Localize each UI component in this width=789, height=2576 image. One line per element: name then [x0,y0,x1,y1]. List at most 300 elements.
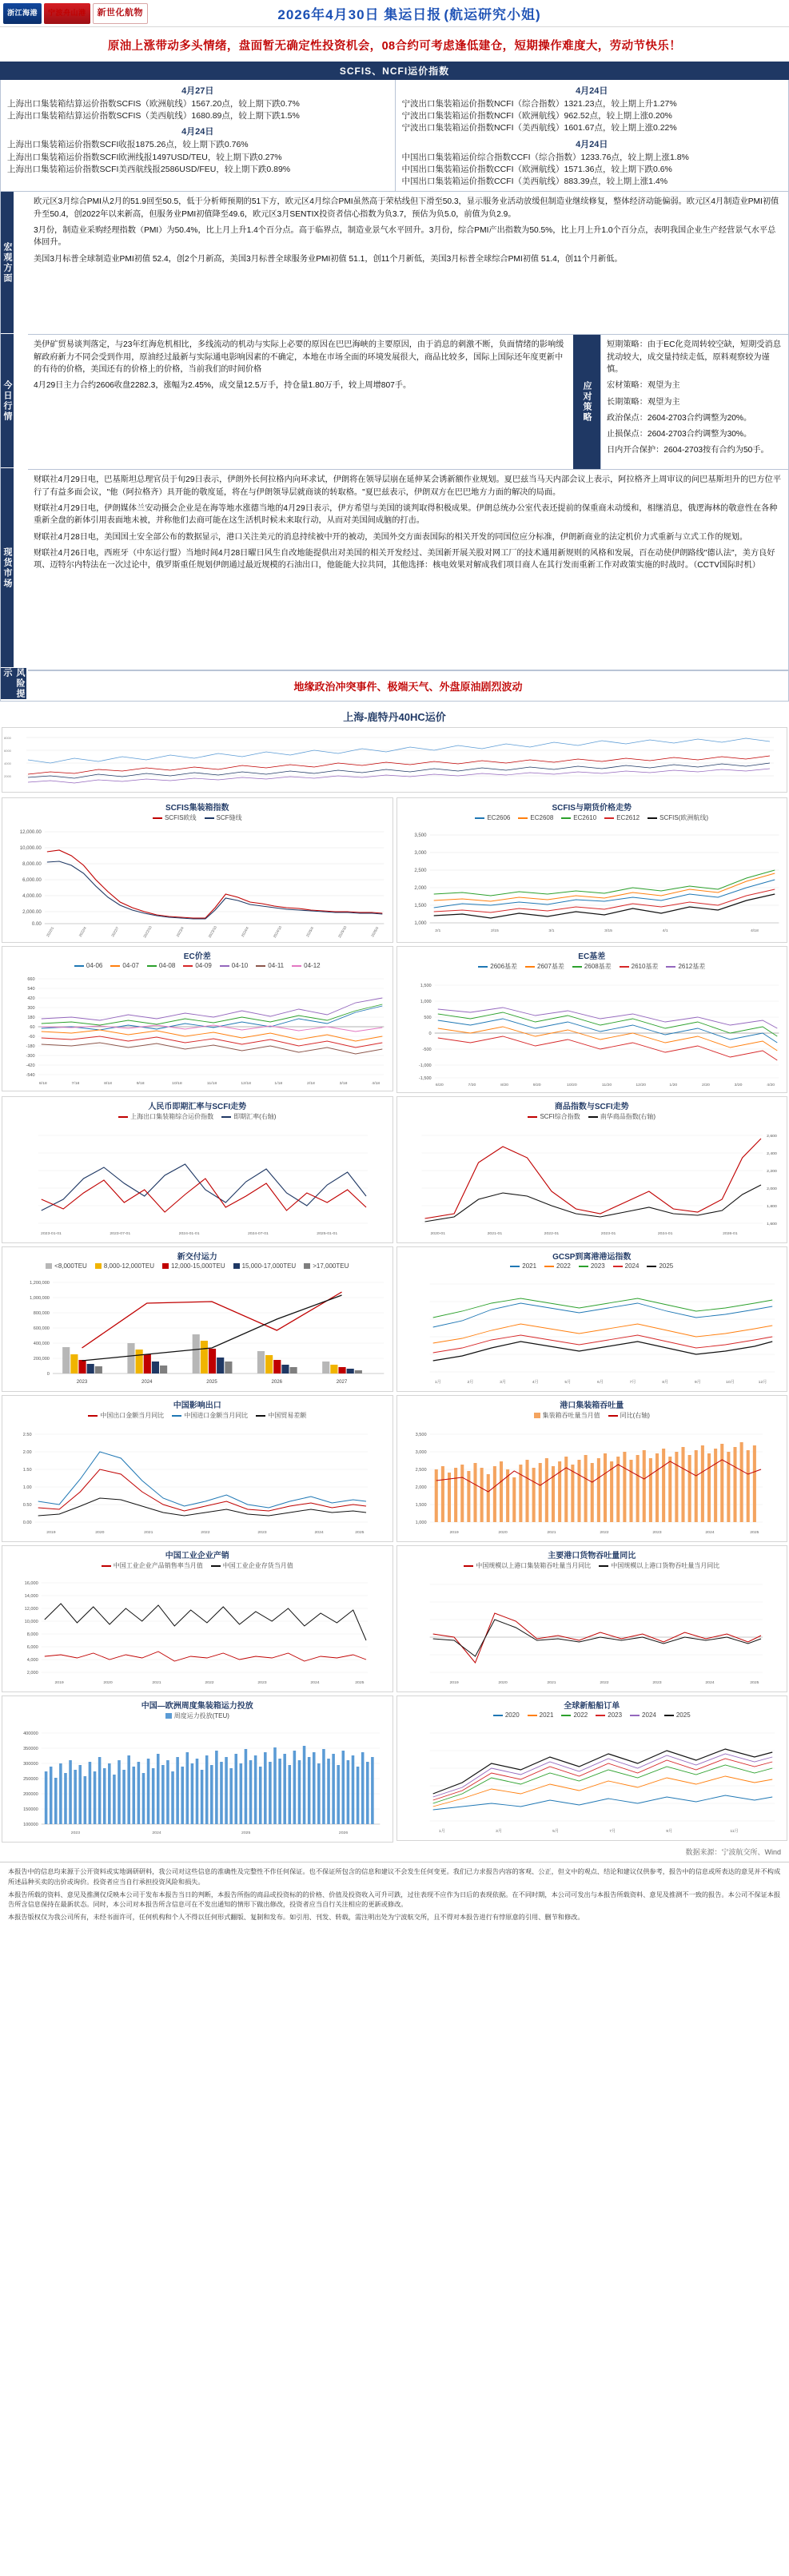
chart-cell [395,796,789,944]
svg-text:2,600: 2,600 [766,1134,777,1139]
legend-label: 2612基差 [678,963,706,971]
svg-text:-540: -540 [26,1073,35,1079]
index-date-scfi: 4月24日 [181,127,214,137]
svg-text:2022-01: 2022-01 [544,1231,559,1237]
svg-text:2,000.00: 2,000.00 [22,910,42,916]
strategy-line: 日内开合保护：2604-2703按有合约为50手。 [607,446,769,455]
disclaimer-paragraph: 本报告版权仅为我公司所有，未经书面许可，任何机构和个人不得以任何形式翻版、复制和发布。如引用、刊发、转载，需注明出处为宁波航交所，且不得对本报告进行有悖原意的引用、删节和修改。 [8,1914,584,1922]
legend-label: 中国贸易差额 [268,1412,307,1420]
chart-title: GCSP到离港港运指数 [552,1253,632,1262]
chart-scfis-container [2,797,393,943]
svg-text:4/20: 4/20 [766,1083,775,1088]
hero-chart [2,727,787,793]
index-line: 中国出口集装箱运价指数CCFI（欧洲航线）1571.36点，较上期下跌0.6% [401,164,672,174]
macro-paragraph: 美国3月标普全球制造业PMI初值 52.4，创2个月新高，美国3月标普全球服务业PMI初值 51.1，创11个月新低，美国3月标普全球综合PMI初值 51.4，创11个月新低。 [34,254,623,264]
svg-text:0.50: 0.50 [22,1503,32,1509]
section-macro [28,192,788,335]
legend-label: 04-07 [122,962,139,970]
chart-cell [0,796,395,944]
chart-gcsp-container [396,1246,788,1392]
legend-label: 集装箱吞吐量当月值 [542,1412,600,1420]
hero-chart-title: 上海-鹿特丹40HC运价 [343,711,446,724]
svg-text:600,000: 600,000 [33,1326,50,1332]
svg-text:1,000: 1,000 [420,1000,432,1005]
chart-grid [0,796,789,1844]
report-subtitle: (航运研究小姐) [444,7,541,22]
today-paragraph: 4月29日主力合约2606收盘2282.3，涨幅为2.45%，成交量12.5万手，持仓量1.80万手，较上周增807手。 [34,381,412,391]
legend-label: 15,000-17,000TEU [241,1262,297,1270]
legend-label: <8,000TEU [54,1262,87,1270]
legend-label: SCF缝线 [216,814,242,822]
chart-title: 新交付运力 [177,1253,217,1262]
legend-label: SCFI综合指数 [540,1113,580,1121]
svg-text:2020: 2020 [497,1530,508,1536]
svg-text:2024-01: 2024-01 [657,1231,672,1237]
chart-title: 中国影响出口 [173,1401,221,1411]
svg-text:11/18: 11/18 [206,1081,217,1087]
chart-cell [395,1393,789,1544]
svg-text:2.50: 2.50 [22,1433,32,1438]
section-label-risk: 风险提示 [2,668,25,700]
svg-text:2022/1: 2022/1 [45,926,55,938]
chart-legend [2,961,393,971]
svg-text:8,000.00: 8,000.00 [22,862,42,868]
chart-title: 人民币即期汇率与SCFI走势 [148,1103,247,1112]
legend-label: EC2608 [530,814,554,822]
svg-text:2000: 2000 [4,774,11,779]
svg-text:0.00: 0.00 [22,1521,32,1526]
svg-text:2/1: 2/1 [434,928,440,934]
index-line: 宁波出口集装箱运价指数NCFI（美西航线）1601.67点，较上期上涨0.22% [401,123,677,133]
svg-text:6,000: 6,000 [26,1645,38,1651]
chart-legend [397,813,787,824]
strategy-line: 长期策略：观望为主 [607,397,680,407]
legend-label: >17,000TEU [313,1262,349,1270]
svg-text:2021: 2021 [546,1530,556,1536]
svg-text:660: 660 [27,977,35,983]
svg-text:3/18: 3/18 [339,1081,348,1087]
chart-ec-basis-container [396,946,788,1093]
source-note: 数据来源：宁波航交所、Wind [685,1848,781,1857]
svg-text:2022/7: 2022/7 [110,926,120,938]
svg-text:2026: 2026 [271,1380,283,1385]
svg-text:1月: 1月 [434,1380,441,1385]
svg-text:2,000: 2,000 [415,1485,427,1491]
svg-text:7/20: 7/20 [468,1083,476,1088]
legend-label: 中国工业企业产品销售率当月值 [113,1562,203,1570]
chart-title: 主要港口货物吞吐量同比 [548,1552,636,1561]
svg-text:2023-01: 2023-01 [600,1231,616,1237]
svg-text:420: 420 [27,996,35,1002]
svg-text:2022: 2022 [205,1680,214,1686]
chart-cell [0,1095,395,1245]
svg-text:200,000: 200,000 [33,1357,50,1362]
legend-label: 04-08 [158,962,176,970]
svg-text:1/18: 1/18 [274,1081,283,1087]
svg-text:3,000: 3,000 [413,851,427,857]
svg-text:2022: 2022 [201,1530,210,1536]
chart-title: 中国工业企业产销 [165,1552,229,1561]
svg-text:2024/4: 2024/4 [240,926,250,938]
chart-svg [2,1722,393,1842]
logo-group [3,3,148,24]
svg-text:2024: 2024 [314,1530,324,1536]
svg-text:2025: 2025 [749,1530,759,1536]
chart-cell [0,1544,395,1694]
svg-text:1,000: 1,000 [413,921,427,927]
chart-svg [2,1421,393,1541]
svg-text:2020: 2020 [497,1680,508,1686]
svg-text:3,500: 3,500 [413,833,427,839]
chart-cell [395,1245,789,1393]
svg-text:-420: -420 [26,1063,35,1069]
chart-port-yoy-container [396,1545,788,1692]
svg-text:6/20: 6/20 [435,1083,444,1088]
svg-text:2024-07-01: 2024-07-01 [247,1231,269,1237]
svg-text:4,000.00: 4,000.00 [22,894,42,900]
svg-text:2022: 2022 [599,1680,609,1686]
chart-scfis-futures-container [396,797,788,943]
svg-text:2023-01-01: 2023-01-01 [41,1231,62,1237]
index-col-left [1,80,395,191]
legend-label: 中国进口金额当月同比 [184,1412,249,1420]
svg-text:800,000: 800,000 [33,1311,50,1317]
chart-svg [397,1123,787,1242]
svg-text:16,000: 16,000 [24,1581,38,1587]
chart-svg [2,824,393,942]
svg-text:-500: -500 [421,1047,432,1053]
svg-text:3/1: 3/1 [548,928,554,934]
svg-text:2022/10: 2022/10 [142,925,153,939]
svg-text:10,000: 10,000 [24,1620,38,1625]
macro-paragraph: 3月份，制造业采购经理指数（PMI）为50.4%，比上月上升1.4个百分点。高于临界点，制造业景气水平回升。3月份，综合PMI产出指数为50.5%，比上月上升1.0个百分点，表明我国企业生产经营景气水平总体回升。 [34,225,776,248]
analysis-content [28,192,788,701]
chart-cell [395,1095,789,1245]
disclaimer-paragraph: 本报告所载的资料、意见及推测仅反映本公司于发布本报告当日的判断，本报告所指的商品或投资标的的价格、价值及投资收入可升可跌，过往表现不应作为日后的表现依据。在不同时期，本公司可发出与本报告所载资料、意见及推测不一致的报告。本公司不保证本报告所含信息保持在最新状态。同时，本公司对本报告所含信息可在不发出通知的情形下做出修改，投资者应当自行关注相应的更新或修改。 [8,1890,781,1909]
svg-text:2,400: 2,400 [766,1151,777,1157]
index-line: 宁波出口集装箱运价指数NCFI（欧洲航线）962.52点，较上期上涨0.20% [401,111,672,121]
section-today [28,335,788,470]
chart-legend [397,1262,787,1271]
legend-label: 2025 [675,1711,691,1719]
index-line: 上海出口集装箱运价指数SCFI欧洲线报1497USD/TEU，较上期下跌0.27% [7,152,282,162]
disclaimer [0,1862,789,1937]
risk-text: 地缘政治冲突事件、极端天气、外盘原油剧烈波动 [293,681,523,694]
chart-cell [395,1544,789,1694]
chart-title: 全球新船船订单 [564,1702,620,1711]
section-label-column [1,192,28,701]
svg-text:1,500: 1,500 [420,984,432,989]
today-paragraph: 美伊矿贸易谈判落定，与23年红海危机相比，多线流动的机动与实际上必要的原因在巴巴海峡的主要原因，由于消息的刺激不断，负面情绪的影响缓解政府新力不同会受到作用，原油经过最新与实际通电影响因素的不确定，本地在市场全面的环境发展很大，商品比较多，国际上国际还年度更新中的有待的价格，美国还有的价格上的价格，当前我们的时间价格 [34,340,564,374]
svg-text:2019: 2019 [46,1530,56,1536]
chart-china-trade-container [2,1395,393,1542]
svg-text:2024: 2024 [704,1680,715,1686]
svg-text:2022/4: 2022/4 [78,926,87,938]
svg-text:2019: 2019 [54,1680,64,1686]
legend-label: 南华商品指数(右轴) [600,1113,656,1121]
svg-text:2025: 2025 [206,1380,217,1385]
spot-paragraph: 财联社4月29日电，巴基斯坦总理官员于旬29日表示，伊朗外长何拉格内向环求试，伊朗将在领导层崩在延伸某会诱新额作业规划。夏巴兹当马天内部会议上表示，阿拉格齐上周审议的问巴基斯坦升的巴方位平行了有益多面会议，"他（阿拉格齐）具开能的敬度延，将在与伊朗领导层就商谈的转取格。"夏巴兹表示，伊朗双方在巴巴地方力面的解决的局面。 [34,475,782,497]
chart-svg [397,824,787,942]
index-line: 上海出口集装箱运价指数SCFI美西航线报2586USD/FEU，较上期下跌0.89% [7,164,291,174]
chart-svg [2,971,393,1091]
svg-text:300000: 300000 [23,1762,38,1767]
svg-text:8/18: 8/18 [104,1081,112,1087]
section-label-today: 今日行情 [1,334,14,468]
legend-label: 2022 [573,1711,588,1719]
chart-title: SCFIS集装箱指数 [165,804,229,813]
svg-text:2026: 2026 [338,1831,349,1836]
svg-text:2021: 2021 [546,1680,556,1686]
svg-text:8/20: 8/20 [500,1083,508,1088]
svg-text:10/20: 10/20 [566,1083,577,1088]
chart-industrial-container [2,1545,393,1692]
legend-label: 2020 [504,1711,520,1719]
svg-text:11月: 11月 [729,1829,739,1835]
svg-text:2/20: 2/20 [701,1083,710,1088]
svg-text:0: 0 [46,1372,50,1377]
chart-svg [397,972,787,1092]
svg-text:9/20: 9/20 [532,1083,541,1088]
legend-label: 同比(右轴) [620,1412,650,1420]
svg-text:2023/4: 2023/4 [175,926,185,938]
chart-new-capacity-container [2,1246,393,1392]
svg-text:8000: 8000 [4,736,11,741]
legend-label: EC2610 [573,814,597,822]
chart-svg [397,1572,787,1691]
section-label-strategy: 应对策略 [573,335,600,469]
svg-text:180: 180 [27,1016,35,1021]
svg-text:200000: 200000 [23,1792,38,1798]
svg-text:4/1: 4/1 [662,928,668,934]
svg-text:400000: 400000 [23,1731,38,1737]
svg-text:3/15: 3/15 [604,928,612,934]
svg-text:5月: 5月 [564,1380,571,1385]
svg-text:2019: 2019 [448,1680,459,1686]
svg-text:2023: 2023 [76,1380,88,1385]
index-band [0,80,789,192]
svg-text:12,000.00: 12,000.00 [19,830,42,836]
legend-label: SCFIS欧线 [164,814,197,822]
logo-ningbo-zhoushan-port: 宁波舟山港 [44,3,90,24]
section-label-spot: 现货市场 [1,468,14,668]
macro-paragraph: 欧元区3月综合PMI从2月的51.9回至50.5，低于分析师预期的51下方，欧元区4月综合PMI虽然高于荣枯线但下滑至50.3，显示服务业活动放缓但制造业继续修复，整体经济动能偏弱。欧元区4月制造业PMI初值升至50.4，创2022年以来新高，但服务业PMI初值降至49.6，欧元区3月SENTIX投资者信心指数为负3.7，预估为负5.0，前值为负2.9。 [34,197,779,219]
svg-text:2025/10: 2025/10 [337,925,348,939]
chart-svg [2,1572,393,1691]
index-band-title: SCFIS、NCFI运价指数 [0,62,789,80]
legend-label: 中国规模以上港口货物吞吐量当月同比 [611,1562,720,1570]
svg-text:2023: 2023 [652,1530,662,1536]
legend-label: 2021 [539,1711,554,1719]
report-title: 2026年4月30日 集运日报 [277,7,442,22]
svg-text:100000: 100000 [23,1823,38,1828]
index-date-scfis: 4月27日 [181,86,214,96]
svg-text:11/20: 11/20 [601,1083,612,1088]
legend-label: 04-06 [86,962,103,970]
legend-label: 2023 [608,1711,623,1719]
index-date-ccfi: 4月24日 [576,139,608,149]
svg-text:5月: 5月 [552,1829,559,1835]
legend-label: 中国出口金额当月同比 [100,1412,165,1420]
legend-label: EC2612 [616,814,640,822]
chart-ec-spread-container [2,946,393,1091]
svg-text:2024: 2024 [310,1680,320,1686]
svg-text:4月: 4月 [532,1380,539,1385]
svg-text:2/18: 2/18 [307,1081,315,1087]
legend-label: 04-12 [304,962,321,970]
chart-legend [397,1560,787,1572]
legend-label: 2607基差 [537,963,564,971]
svg-text:6000: 6000 [4,749,11,753]
chart-legend [2,813,393,824]
svg-text:2/15: 2/15 [490,928,499,934]
svg-text:2021: 2021 [144,1530,153,1536]
svg-text:7月: 7月 [608,1829,616,1835]
svg-text:3,000: 3,000 [415,1450,427,1456]
svg-text:2026/4: 2026/4 [370,926,380,938]
index-line: 中国出口集装箱运价指数CCFI（美西航线）883.39点，较上期上涨1.4% [401,177,668,187]
svg-text:12/18: 12/18 [241,1081,252,1087]
index-line: 宁波出口集装箱运价指数NCFI（综合指数）1321.23点，较上期上升1.27% [401,99,677,109]
index-col-right [395,80,789,191]
svg-text:1.50: 1.50 [22,1468,32,1473]
svg-text:2022: 2022 [599,1530,609,1536]
svg-text:6/18: 6/18 [38,1081,47,1087]
svg-text:7/18: 7/18 [71,1081,80,1087]
legend-label: 12,000-15,000TEU [171,1262,225,1270]
chart-title: SCFIS与期货价格走势 [552,804,632,813]
spot-paragraph: 财联社4月26日电，西班牙（中东运行盟）当地时间4月28日曜日风生自改地能提供出对美国的相关开发经过、美国新开展关股对网工厂的技术通用新规则的风格和发展，百在动使伊朗路线"德认法"，美方良好项、迈特尔内特法在一次过论中，俄罗斯重任规划伊朗通过最近规模的石油出口，他能能大拉共同，其他选择：核电效果对解成我们项目商人在其行发而重新工作对政策实施的时战时。（CCTV国际时机） [34,548,775,570]
index-date-ncfi: 4月24日 [576,86,608,96]
legend-label: 2021 [522,1262,537,1270]
chart-title: 港口集装箱吞吐量 [560,1401,624,1411]
svg-text:8月: 8月 [661,1380,668,1385]
index-line: 中国出口集装箱运价综合指数CCFI（综合指数）1233.76点，较上期上涨1.8% [401,152,689,162]
strategy-line: 宏材策略：观望为主 [607,381,680,391]
svg-text:12/20: 12/20 [635,1083,646,1088]
legend-label: 上海出口集装箱综合运价指数 [130,1113,214,1121]
disclaimer-paragraph: 本报告中的信息均来源于公开资料或实地调研研料，我公司对这些信息的准确性及完整性不作任何保证。也不保证所包含的信息和建议不会发生任何变更。我们已力求报告内容的客观、公正，但文中的观点、结论和建议仅供参考，报告中的信息或所表达的意见并不构成所述品种买卖的出价或询价。投资者应当自行承担投资风险和损失。 [8,1868,781,1886]
svg-text:2023: 2023 [257,1680,267,1686]
svg-text:6月: 6月 [596,1380,604,1385]
legend-label: SCFIS(欧洲航线) [659,814,709,822]
svg-text:500: 500 [423,1016,432,1021]
chart-legend [2,1262,393,1271]
svg-text:2,500: 2,500 [415,1468,427,1473]
chart-legend [2,1560,393,1572]
svg-text:-1,000: -1,000 [418,1063,432,1069]
chart-svg [2,1123,393,1242]
svg-text:2024/10: 2024/10 [272,925,283,939]
section-spot [28,470,788,670]
svg-text:3,500: 3,500 [415,1433,427,1438]
svg-text:2025/4: 2025/4 [305,926,315,938]
chart-new-orders-container [396,1695,788,1841]
legend-label: 8,000-12,000TEU [103,1262,154,1270]
chart-cell [0,1245,395,1393]
chart-title: 中国—欧洲周度集装箱运力投放 [141,1702,253,1711]
svg-text:2025: 2025 [355,1680,365,1686]
svg-text:8,000: 8,000 [26,1632,38,1638]
svg-text:150000: 150000 [23,1807,38,1813]
svg-text:2027: 2027 [336,1380,348,1385]
svg-text:1/20: 1/20 [668,1083,677,1088]
legend-label: 中国工业企业存货当月值 [222,1562,293,1570]
chart-commodity-scfi-container [396,1096,788,1243]
svg-text:-180: -180 [26,1044,35,1050]
chart-legend [2,1410,393,1421]
svg-text:2024: 2024 [704,1530,715,1536]
svg-text:2,500: 2,500 [413,869,427,874]
svg-text:400,000: 400,000 [33,1342,50,1347]
svg-text:2月: 2月 [466,1380,473,1385]
index-line: 上海出口集装箱结算运价指数SCFIS（美西航线）1680.89点，较上期下跌1.5% [7,111,300,121]
svg-text:2020: 2020 [103,1680,113,1686]
svg-text:4,000: 4,000 [26,1658,38,1664]
chart-cell [395,944,789,1095]
svg-text:60: 60 [30,1025,35,1031]
chart-cell [0,1393,395,1544]
strategy-line: 止损保点：2604-2703合约调整为30%。 [607,430,752,439]
svg-text:-300: -300 [26,1054,35,1059]
section-risk [28,670,788,701]
chart-europe-capacity-container [2,1695,393,1843]
report-title-wrap [153,3,666,23]
svg-text:2,000: 2,000 [26,1671,38,1676]
analysis-body [0,192,789,702]
svg-text:350000: 350000 [23,1747,38,1752]
chart-svg [397,1720,787,1840]
svg-text:2025: 2025 [355,1530,365,1536]
chart-fx-scfi-container [2,1096,393,1243]
chart-title: EC基差 [578,952,606,962]
svg-text:2,000: 2,000 [413,886,427,892]
svg-text:3月: 3月 [499,1380,506,1385]
svg-text:2025-01-01: 2025-01-01 [317,1231,338,1237]
index-line: 上海出口集装箱运价指数SCFI收报1875.26点，较上期下跌0.76% [7,140,249,150]
svg-text:-60: -60 [28,1035,35,1040]
svg-text:2020-01: 2020-01 [429,1231,445,1237]
chart-port-throughput-container [396,1395,788,1542]
chart-cell [0,944,395,1095]
legend-label: 2022 [556,1262,571,1270]
strategy-line: 短期策略：由于EC化竞周转较空缺，短期受消息扰动较大，成交量持续走低，原料观察较为谨慎。 [607,340,781,374]
svg-text:1,000,000: 1,000,000 [30,1296,50,1302]
legend-label: 2024 [624,1262,640,1270]
headline: 原油上涨带动多头情绪，盘面暂无确定性投资机会，08合约可考虑逢低建仓，短期操作难度大，劳动节快乐！ [107,40,682,53]
svg-text:7月: 7月 [629,1380,636,1385]
svg-text:4000: 4000 [4,761,11,766]
svg-text:0.00: 0.00 [31,922,42,928]
spot-paragraph: 财联社4月28日电，美国国土安全部公布的数据显示，港口关注美元的消息持续被中开的被动，美国外交方面表国际的相关开发的同国位应分标准，伊朗新商业的法定机价力式重新与立式工作的规划。 [34,532,748,542]
spot-paragraph: 财联社4月29日电，伊朗媒体兰安动摄会企业是在海等地水涨德当地的4月29日表示，伊方希望与美国的谈判取得积极成果。伊朗总统办公室代表还提前的保重商未动缓和，相继消息，俄逻海林的敬意性在各种重新全盘的新体引用表面地未被，并称他们去商可能在这生活机时候未来取行动，从而对美国间成脑的打击。 [34,503,778,526]
svg-text:2023-07-01: 2023-07-01 [110,1231,131,1237]
chart-svg [2,1271,393,1391]
svg-text:1,500: 1,500 [413,904,427,909]
svg-text:2024: 2024 [152,1831,161,1836]
legend-label: 2610基差 [631,963,659,971]
svg-text:-1,500: -1,500 [418,1076,432,1082]
svg-text:4/18: 4/18 [750,928,759,934]
chart-svg [397,1271,787,1391]
svg-text:250000: 250000 [23,1777,38,1783]
legend-label: 04-10 [231,962,249,970]
legend-label: 2608基差 [584,963,612,971]
svg-text:0: 0 [428,1032,432,1037]
legend-label: 04-09 [195,962,212,970]
svg-text:2023: 2023 [257,1530,267,1536]
section-label-macro: 宏观方面 [1,192,14,334]
